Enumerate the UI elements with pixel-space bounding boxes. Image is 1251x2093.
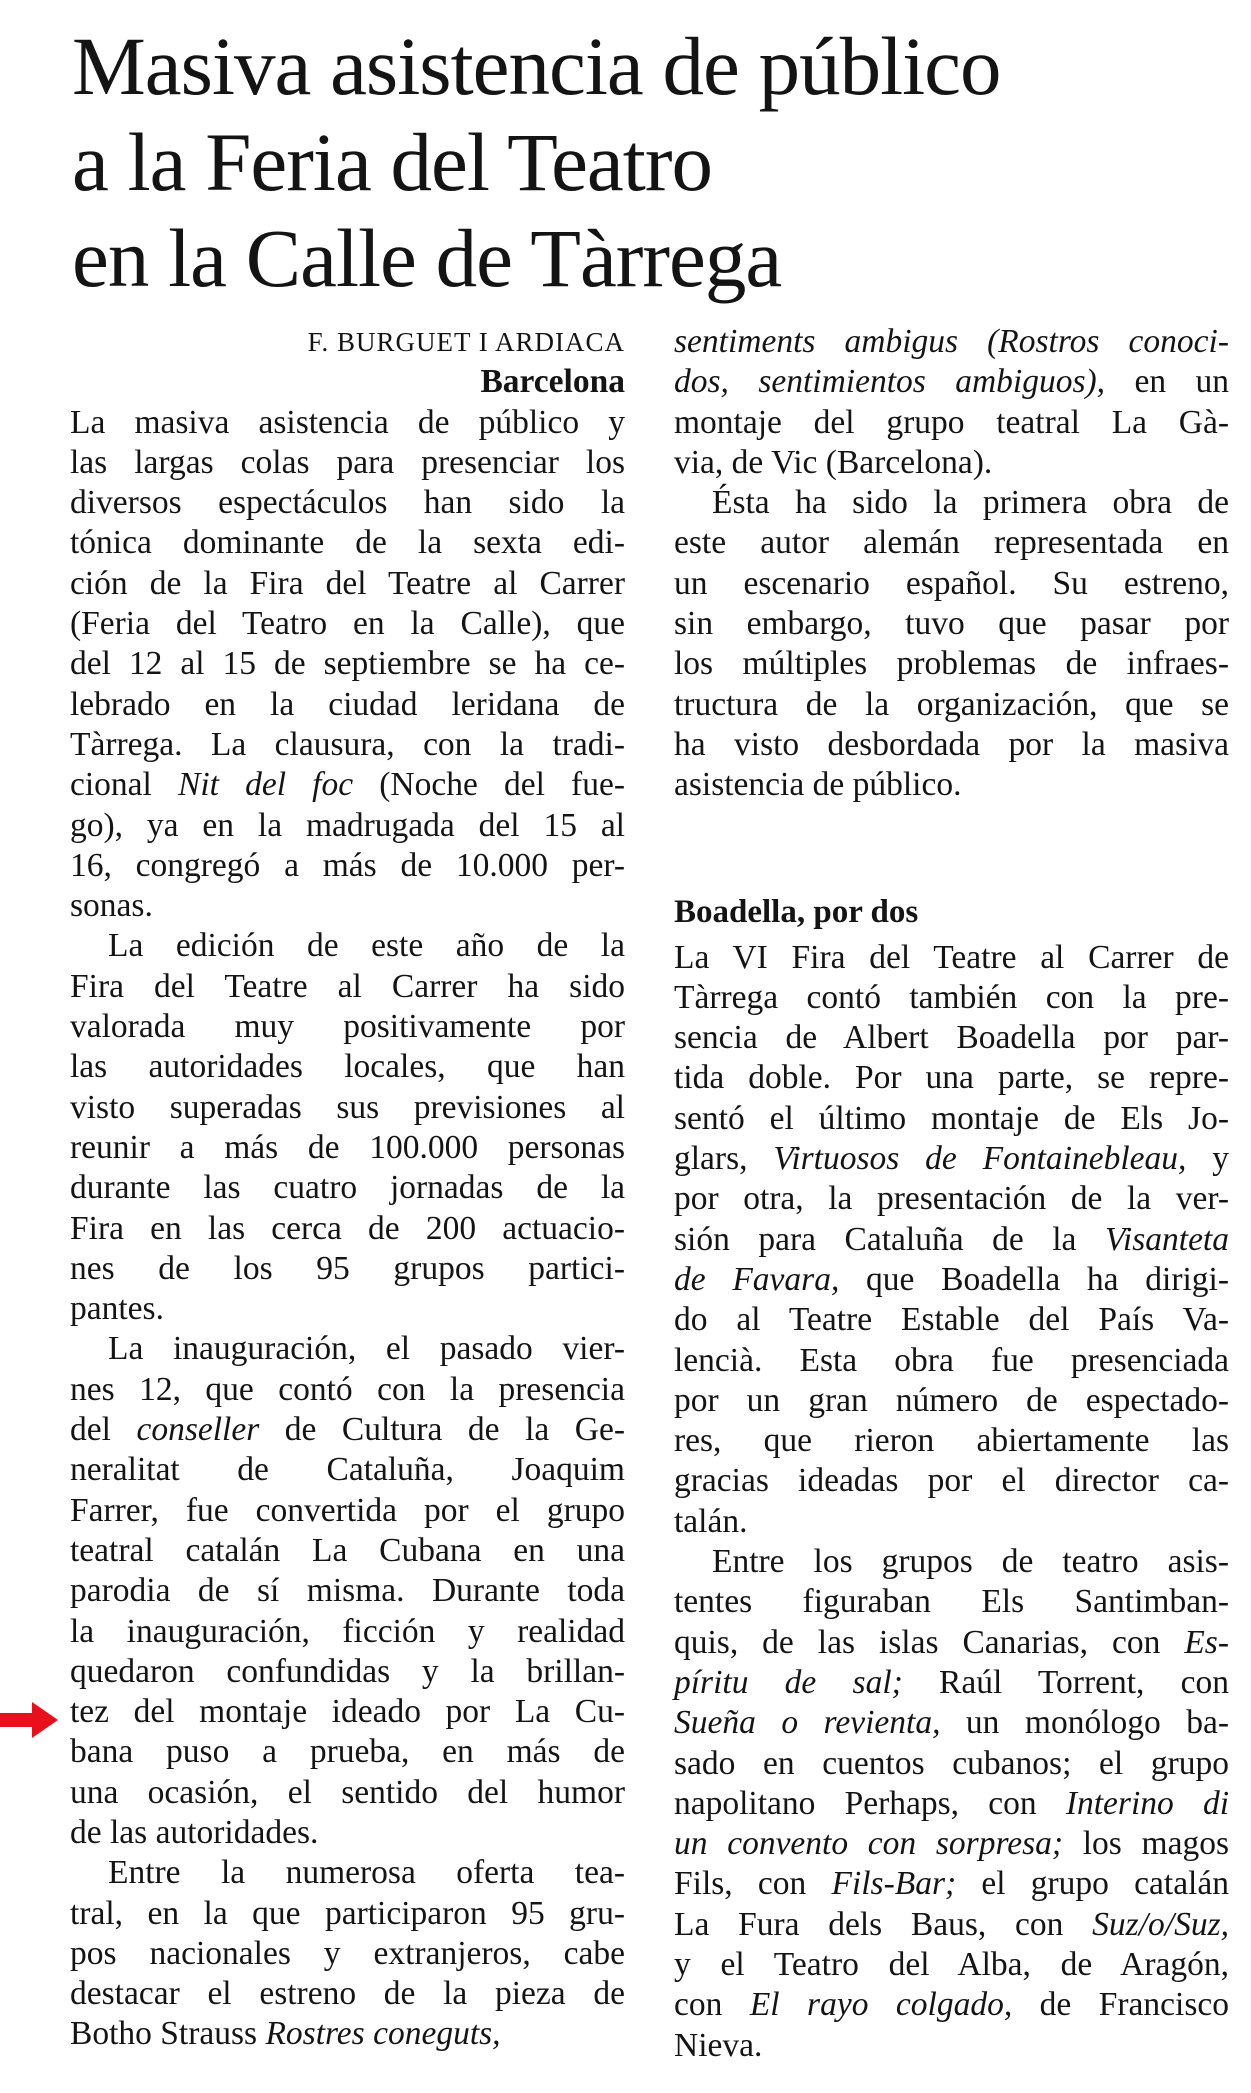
text-line: sión para Cataluña de la Visanteta xyxy=(674,1220,1229,1258)
text-line: un escenario español. Su estreno, xyxy=(674,564,1229,602)
text-line: sonas. xyxy=(70,887,153,925)
text-line: Botho Strauss Rostres coneguts, xyxy=(70,2015,501,2053)
text-line: via, de Vic (Barcelona). xyxy=(674,443,993,481)
text-line: Fira del Teatre al Carrer ha sido xyxy=(70,967,625,1005)
text-line: nes de los 95 grupos partici- xyxy=(70,1249,625,1287)
text-line: napolitano Perhaps, con Interino di xyxy=(674,1784,1230,1822)
headline-line: Masiva asistencia de público xyxy=(72,20,1001,112)
text-line: destacar el estreno de la pieza de xyxy=(70,1975,625,2013)
text-line: La masiva asistencia de público y xyxy=(70,403,625,441)
text-line: tral, en la que participaron 95 gru- xyxy=(70,1894,625,1932)
text-line: do al Teatre Estable del País Va- xyxy=(674,1301,1229,1339)
text-line: asistencia de público. xyxy=(674,766,962,804)
text-line: quis, de las islas Canarias, con Es- xyxy=(674,1623,1229,1661)
text-line: La VI Fira del Teatre al Carrer de xyxy=(674,938,1229,976)
text-line: parodia de sí misma. Durante toda xyxy=(70,1572,625,1610)
byline: F. BURGUET I ARDIACA xyxy=(307,327,625,357)
text-line: Tàrrega contó también con la pre- xyxy=(674,978,1229,1016)
text-line: sencia de Albert Boadella por par- xyxy=(674,1019,1229,1057)
text-line: glars, Virtuosos de Fontainebleau, y xyxy=(674,1140,1229,1178)
text-line: las largas colas para presenciar los xyxy=(70,443,625,481)
text-line: neralitat de Cataluña, Joaquim xyxy=(70,1451,625,1489)
text-line: teatral catalán La Cubana en una xyxy=(70,1531,625,1569)
text-line: Sueña o revienta, un monólogo ba- xyxy=(674,1704,1229,1742)
text-line: tructura de la organización, que se xyxy=(674,685,1229,723)
text-line: pos nacionales y extranjeros, cabe xyxy=(70,1934,625,1972)
text-line: un convento con sorpresa; los magos xyxy=(674,1825,1229,1863)
text-line: cional Nit del foc (Noche del fue- xyxy=(70,766,625,804)
text-line: bana puso a prueba, en más de xyxy=(70,1733,625,1771)
text-line: este autor alemán representada en xyxy=(674,524,1229,562)
headline-line: en la Calle de Tàrrega xyxy=(72,212,782,304)
text-line: talán. xyxy=(674,1502,748,1540)
text-line: la inauguración, ficción y realidad xyxy=(70,1612,625,1650)
text-line: por un gran número de espectado- xyxy=(674,1381,1229,1419)
text-line: píritu de sal; Raúl Torrent, con xyxy=(674,1663,1230,1701)
text-line: del 12 al 15 de septiembre se ha ce- xyxy=(70,645,625,683)
text-line: Entre la numerosa oferta tea- xyxy=(108,1854,625,1892)
text-line: lebrado en la ciudad leridana de xyxy=(70,685,625,723)
text-line: Tàrrega. La clausura, con la tradi- xyxy=(70,725,625,763)
text-line: go), ya en la madrugada del 15 al xyxy=(70,806,625,844)
text-line: (Feria del Teatro en la Calle), que xyxy=(70,605,625,643)
text-line: diversos espectáculos han sido la xyxy=(70,484,625,522)
text-line: sin embargo, tuvo que pasar por xyxy=(674,605,1229,643)
text-line: con El rayo colgado, de Francisco xyxy=(674,1986,1229,2024)
text-line: La inauguración, el pasado vier- xyxy=(108,1330,625,1368)
red-arrow-icon xyxy=(0,1700,60,1740)
right-column xyxy=(674,322,1229,2066)
text-line: dos, sentimientos ambiguos), en un xyxy=(674,363,1229,401)
text-line: Fira en las cerca de 200 actuacio- xyxy=(70,1209,625,1247)
text-line: nes 12, que contó con la presencia xyxy=(70,1370,625,1408)
text-line: tida doble. Por una parte, se repre- xyxy=(674,1059,1229,1097)
text-line: res, que rieron abiertamente las xyxy=(674,1422,1229,1460)
text-line: de Favara, que Boadella ha dirigi- xyxy=(674,1260,1229,1298)
text-line: lencià. Esta obra fue presenciada xyxy=(674,1341,1229,1379)
text-line: La edición de este año de la xyxy=(108,927,625,965)
text-line: tónica dominante de la sexta edi- xyxy=(70,524,625,562)
text-line: del conseller de Cultura de la Ge- xyxy=(70,1411,625,1449)
text-line: sentiments ambigus (Rostros conoci- xyxy=(674,323,1229,360)
text-line: ción de la Fira del Teatre al Carrer xyxy=(70,564,625,602)
text-line: una ocasión, el sentido del humor xyxy=(70,1773,625,1811)
text-line: tentes figuraban Els Santimban- xyxy=(674,1583,1229,1621)
text-line: y el Teatro del Alba, de Aragón, xyxy=(674,1945,1229,1983)
text-line: 16, congregó a más de 10.000 per- xyxy=(70,846,625,884)
headline-line: a la Feria del Teatro xyxy=(72,116,712,208)
text-line: de las autoridades. xyxy=(70,1813,319,1851)
text-line: visto superadas sus previsiones al xyxy=(70,1088,625,1126)
text-line: los múltiples problemas de infraes- xyxy=(674,645,1229,683)
text-line: gracias ideadas por el director ca- xyxy=(674,1462,1229,1500)
text-line: La Fura dels Baus, con Suz/o/Suz, xyxy=(674,1905,1229,1943)
text-line: valorada muy positivamente por xyxy=(70,1008,625,1046)
text-line: ha visto desbordada por la masiva xyxy=(674,725,1229,763)
text-line: Entre los grupos de teatro asis- xyxy=(712,1543,1229,1581)
left-column-body xyxy=(70,403,625,2055)
text-line: por otra, la presentación de la ver- xyxy=(674,1180,1229,1218)
text-line: Ésta ha sido la primera obra de xyxy=(712,484,1229,522)
text-line: sado en cuentos cubanos; el grupo xyxy=(674,1744,1229,1782)
text-line: durante las cuatro jornadas de la xyxy=(70,1169,625,1207)
headline xyxy=(72,18,1172,306)
text-line: reunir a más de 100.000 personas xyxy=(70,1128,625,1166)
text-line: Nieva. xyxy=(674,2026,763,2064)
right-column-bottom xyxy=(674,938,1229,2066)
right-column-top xyxy=(674,322,1229,806)
text-line: Fils, con Fils-Bar; el grupo catalán xyxy=(674,1865,1229,1903)
text-line: quedaron confundidas y la brillan- xyxy=(70,1652,625,1690)
subheading: Boadella, por dos xyxy=(674,893,919,930)
text-line: montaje del grupo teatral La Gà- xyxy=(674,403,1229,441)
left-column xyxy=(70,322,625,2055)
text-line: Farrer, fue convertida por el grupo xyxy=(70,1491,625,1529)
text-line: pantes. xyxy=(70,1290,164,1328)
text-line: sentó el último montaje de Els Jo- xyxy=(674,1099,1229,1137)
text-line: tez del montaje ideado por La Cu- xyxy=(70,1693,625,1731)
dateline: Barcelona xyxy=(480,363,625,401)
text-line: las autoridades locales, que han xyxy=(70,1048,625,1086)
